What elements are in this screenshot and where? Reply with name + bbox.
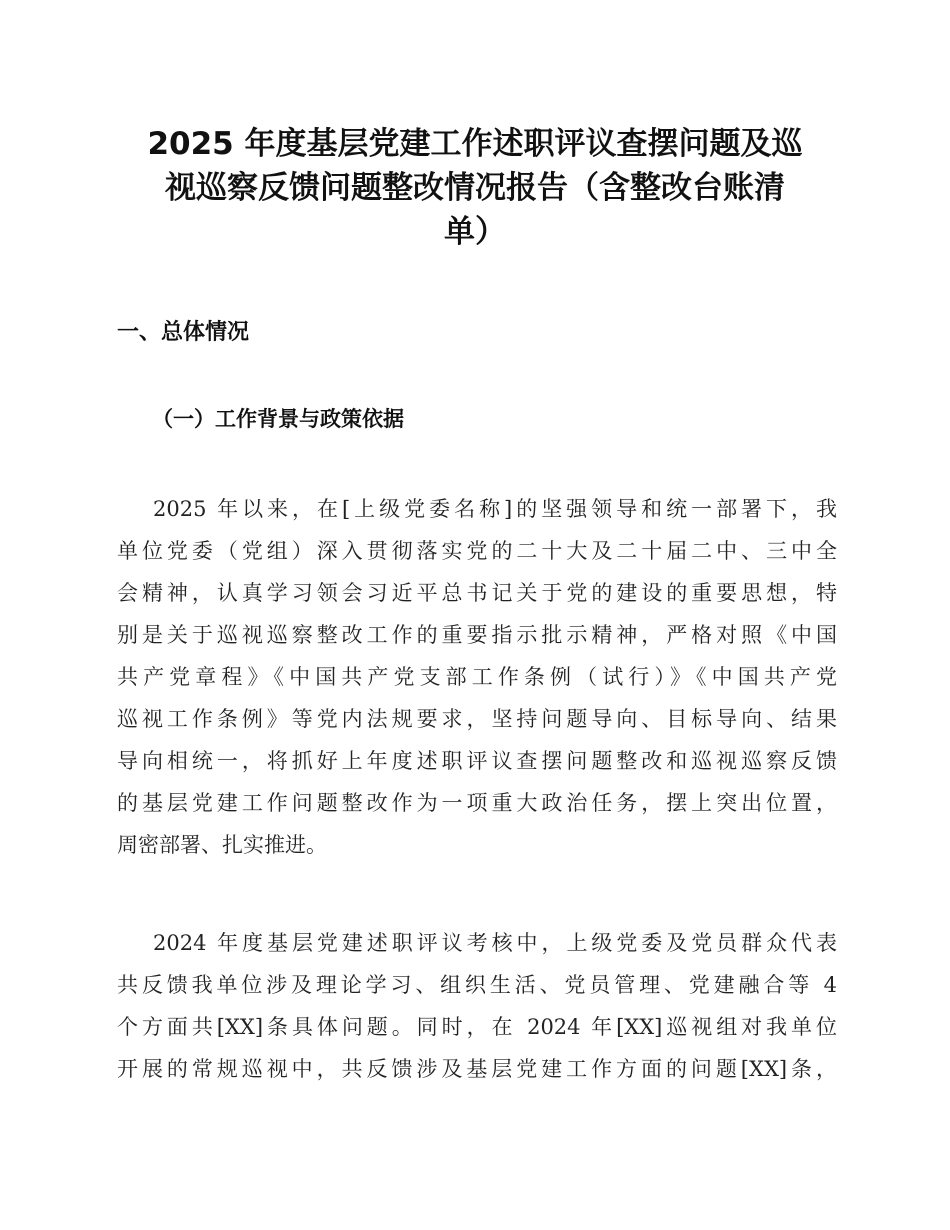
paragraph-line: 巡视工作条例》等党内法规要求，坚持问题导向、目标导向、结果 — [117, 707, 837, 731]
paragraph-line: 导向相统一，将抓好上年度述职评议查摆问题整改和巡视巡察反馈 — [117, 749, 837, 773]
paragraph-line: 2025 年以来，在[上级党委名称]的坚强领导和统一部署下，我 — [153, 497, 837, 521]
title-line: 2025 年度基层党建工作述职评议查摆问题及巡 — [147, 126, 803, 162]
section-heading: 一、总体情况 — [117, 320, 250, 345]
subsection-heading: （一）工作背景与政策依据 — [152, 406, 404, 431]
body-paragraph — [117, 922, 837, 1090]
paragraph-line: 个方面共[XX]条具体问题。同时，在 2024 年[XX]巡视组对我单位 — [117, 1015, 837, 1039]
paragraph-line: 的基层党建工作问题整改作为一项重大政治任务，摆上突出位置， — [117, 791, 837, 815]
paragraph-line: 会精神，认真学习领会习近平总书记关于党的建设的重要思想，特 — [117, 581, 837, 605]
body-paragraph — [117, 488, 837, 866]
paragraph-line: 周密部署、扎实推进。 — [117, 833, 327, 857]
title-line: 单） — [444, 214, 506, 250]
paragraph-line: 共产党章程》《中国共产党支部工作条例（试行）》《中国共产党 — [117, 665, 837, 689]
paragraph-line: 2024 年度基层党建述职评议考核中，上级党委及党员群众代表 — [153, 931, 837, 955]
document-title — [110, 122, 840, 254]
paragraph-line: 别是关于巡视巡察整改工作的重要指示批示精神，严格对照《中国 — [117, 623, 837, 647]
paragraph-line: 单位党委（党组）深入贯彻落实党的二十大及二十届二中、三中全 — [117, 539, 837, 563]
title-line: 视巡察反馈问题整改情况报告（含整改台账清 — [165, 170, 785, 206]
paragraph-line: 共反馈我单位涉及理论学习、组织生活、党员管理、党建融合等 4 — [117, 973, 837, 997]
paragraph-line: 开展的常规巡视中，共反馈涉及基层党建工作方面的问题[XX]条， — [117, 1057, 837, 1081]
